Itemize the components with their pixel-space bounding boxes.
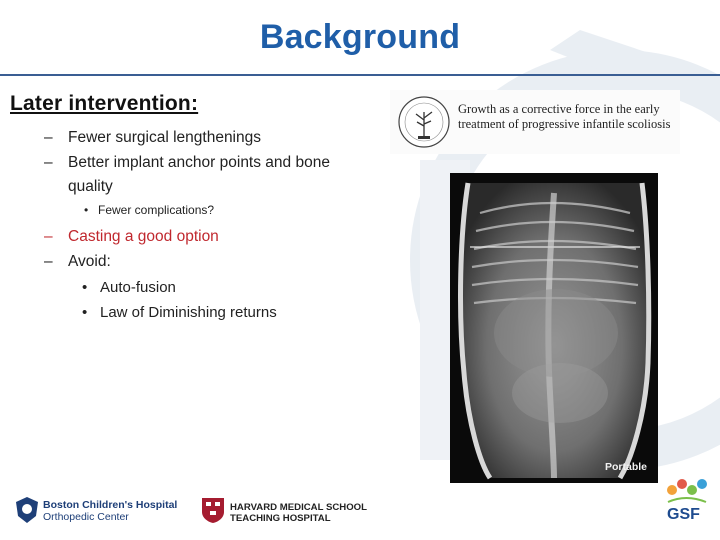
xray-image bbox=[450, 173, 658, 483]
bullet-text: Avoid: bbox=[68, 253, 111, 270]
dot-marker: • bbox=[82, 279, 88, 296]
bullet-list bbox=[44, 126, 374, 325]
hms-line1: HARVARD MEDICAL SCHOOL bbox=[230, 502, 367, 513]
bch-subtitle: Orthopedic Center bbox=[43, 511, 129, 523]
hms-line2: TEACHING HOSPITAL bbox=[230, 513, 331, 524]
bch-shield-icon bbox=[14, 496, 40, 524]
title-divider bbox=[0, 74, 720, 76]
dash-marker: – bbox=[44, 129, 53, 146]
dash-marker: – bbox=[44, 154, 53, 171]
xray-graphic bbox=[450, 173, 658, 483]
dash-marker: – bbox=[44, 253, 53, 270]
harvard-shield-icon bbox=[200, 496, 226, 524]
bch-name: Boston Children's Hospital bbox=[43, 499, 178, 511]
bch-text bbox=[43, 499, 177, 523]
slide-title: Background bbox=[259, 18, 461, 56]
bullet-item-highlight bbox=[44, 225, 374, 249]
sub-bullet-text: Auto-fusion bbox=[100, 279, 176, 296]
gsf-name: GSF bbox=[667, 506, 700, 523]
dot-marker: • bbox=[82, 304, 88, 321]
paper-title: Growth as a corrective force in the early treatment of progressive infantile scoliosis bbox=[458, 102, 671, 131]
bullet-item bbox=[44, 151, 374, 199]
gsf-leaves-icon bbox=[654, 472, 718, 508]
sub-bullet-item bbox=[44, 300, 374, 325]
paper-reference bbox=[390, 90, 680, 154]
sub-bullet-item bbox=[44, 201, 374, 219]
bullet-item bbox=[44, 126, 374, 150]
dash-marker: – bbox=[44, 228, 53, 245]
sub-bullet-item bbox=[44, 275, 374, 300]
section-heading: Later intervention: bbox=[10, 92, 199, 115]
sub-bullet-text: Fewer complications? bbox=[98, 203, 215, 217]
dot-marker: • bbox=[84, 203, 89, 217]
hms-logo bbox=[200, 496, 380, 526]
gsf-logo bbox=[654, 472, 718, 538]
bullet-item bbox=[44, 250, 374, 274]
bullet-text: Better implant anchor points and bone quality bbox=[68, 154, 330, 195]
hms-text bbox=[230, 502, 367, 524]
sub-bullet-text: Law of Diminishing returns bbox=[100, 304, 277, 321]
journal-seal-icon bbox=[396, 94, 452, 150]
xray-label: Portable bbox=[605, 461, 648, 473]
bch-logo bbox=[14, 496, 184, 526]
bullet-text: Fewer surgical lengthenings bbox=[68, 129, 261, 146]
bullet-text: Casting a good option bbox=[68, 228, 219, 245]
